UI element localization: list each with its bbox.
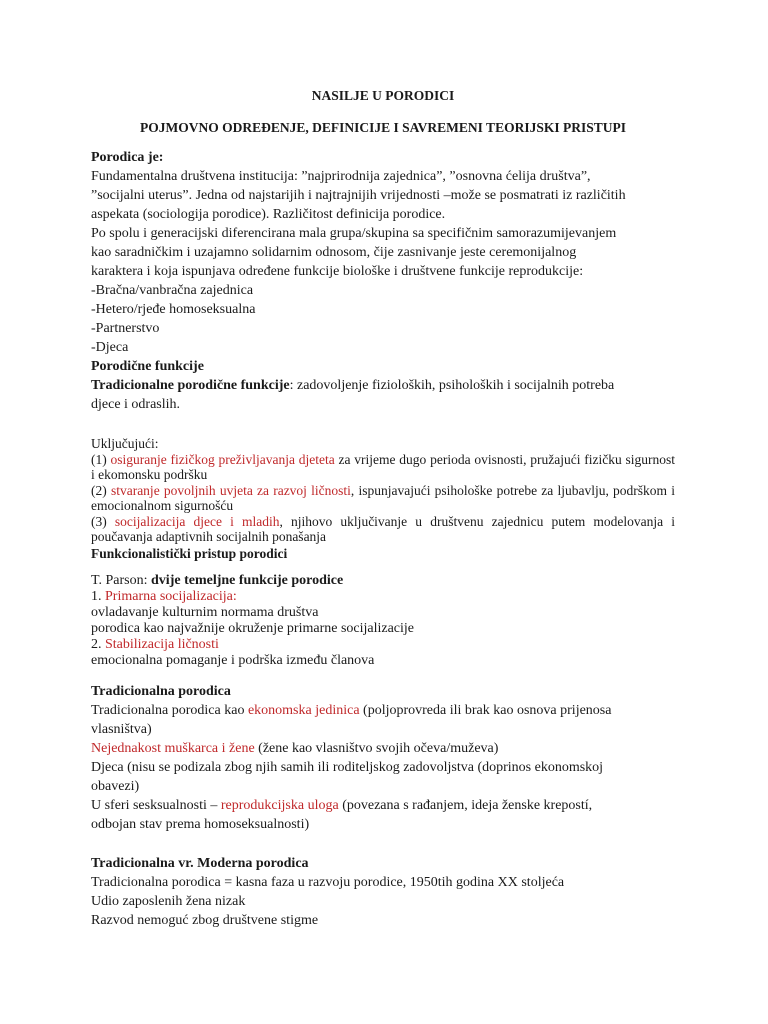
heading-funkcionalisticki: Funkcionalistički pristup porodici bbox=[91, 545, 288, 561]
paragraph-line: Udio zaposlenih žena nizak bbox=[91, 894, 246, 909]
text: U sferi sesksualnosti – bbox=[91, 798, 221, 813]
paragraph-line: aspekata (sociologija porodice). Različitost definicija porodice. bbox=[91, 207, 446, 222]
paragraph-line: kao saradničkim i uzajamno solidarnim odnosom, čije zasnivanje jeste ceremonijalnog bbox=[91, 245, 577, 260]
heading-tradicionalna-vs-moderna: Tradicionalna vr. Moderna porodica bbox=[91, 856, 309, 871]
paragraph-line: vlasništva) bbox=[91, 722, 152, 737]
list-item: -Bračna/vanbračna zajednica bbox=[91, 283, 254, 298]
highlight-text: Nejednakost muškarca i žene bbox=[91, 741, 255, 756]
paragraph-line: obavezi) bbox=[91, 779, 140, 794]
highlight-text: Primarna socijalizacija: bbox=[105, 589, 237, 604]
item-text: , njihovo uključivanje u društvenu zajednicu putem modelovanja i poučavanja adaptivnih socijalnih ponašanja bbox=[91, 513, 675, 544]
item-number: (3) bbox=[91, 513, 115, 529]
paragraph-line bbox=[91, 701, 675, 720]
function-item-1 bbox=[91, 452, 675, 483]
paragraph-line: karaktera i koja ispunjava određene funkcije biološke i društvene funkcije reprodukcije: bbox=[91, 264, 584, 279]
heading-porodica-je: Porodica je: bbox=[91, 150, 164, 165]
paragraph-line: Djeca (nisu se podizala zbog njih samih ili roditeljskog zadovoljstva (doprinos ekonomskoj bbox=[91, 760, 604, 775]
item-number: 2. bbox=[91, 637, 105, 652]
text: (poljoprovreda ili brak kao osnova prijenosa bbox=[359, 703, 612, 718]
lead-text: : zadovoljenje fizioloških, psiholoških i socijalnih potreba bbox=[289, 378, 615, 393]
paragraph-line: Tradicionalna porodica = kasna faza u razvoju porodice, 1950tih godina XX stoljeća bbox=[91, 875, 565, 890]
function-item-2 bbox=[91, 483, 675, 514]
function-stabilization bbox=[91, 637, 675, 653]
highlight-text: reprodukcijska uloga bbox=[220, 798, 339, 813]
paragraph-line: Po spolu i generacijski diferencirana mala grupa/skupina sa specifičnim samorazumijevanjem bbox=[91, 226, 617, 241]
text: (povezana s rađanjem, ideja ženske krepostí, bbox=[338, 798, 593, 813]
list-item: -Djeca bbox=[91, 340, 129, 355]
text: Tradicionalna porodica kao bbox=[91, 703, 248, 718]
paragraph-line: odbojan stav prema homoseksualnosti) bbox=[91, 817, 310, 832]
item-text: , ispunjavajući psihološke potrebe za ljubavlju, podrškom i emocionalnom sigurnošću bbox=[91, 482, 675, 513]
highlight-text: osiguranje fizičkog preživljavanja djeteta bbox=[110, 451, 335, 467]
text: (žene kao vlasništvo svojih očeva/muževa) bbox=[254, 741, 499, 756]
paragraph-line: djece i odraslih. bbox=[91, 397, 181, 412]
item-number: 1. bbox=[91, 589, 105, 604]
function-item-3 bbox=[91, 514, 675, 545]
item-text: za vrijeme dugo perioda ovisnosti, pružajući fizičku sigurnost i ekomonsku podršku bbox=[91, 451, 676, 482]
list-item: -Partnerstvo bbox=[91, 321, 160, 336]
highlight-text: Stabilizacija ličnosti bbox=[105, 637, 219, 652]
highlight-text: ekonomska jedinica bbox=[247, 703, 360, 718]
parson-bold: dvije temeljne funkcije porodice bbox=[151, 573, 344, 588]
item-number: (2) bbox=[91, 482, 111, 498]
item-number: (1) bbox=[91, 451, 111, 467]
paragraph-line: ovladavanje kulturnim normama društva bbox=[91, 605, 319, 620]
highlight-text: stvaranje povoljnih uvjeta za razvoj ličnosti bbox=[110, 482, 351, 498]
paragraph-line: ”socijalni uterus”. Jedna od najstarijih i najtrajnijih vrijednosti –može se posmatrati iz različitih bbox=[91, 188, 626, 203]
function-primary bbox=[91, 589, 675, 605]
paragraph-line bbox=[91, 376, 675, 395]
paragraph-line: Razvod nemoguć zbog društvene stigme bbox=[91, 913, 319, 928]
document-title: NASILJE U PORODICI bbox=[311, 88, 455, 103]
paragraph-line bbox=[91, 739, 675, 758]
parson-author: T. Parson: bbox=[91, 573, 152, 588]
heading-tradicionalna: Tradicionalna porodica bbox=[91, 684, 231, 699]
paragraph-line bbox=[91, 796, 675, 815]
parson-line bbox=[91, 573, 675, 589]
paragraph-line: Fundamentalna društvena institucija: ”najprirodnija zajednica”, ”osnovna ćelija društva”, bbox=[91, 169, 591, 184]
paragraph-line: porodica kao najvažnije okruženje primarne socijalizacije bbox=[91, 621, 415, 636]
paragraph-line: emocionalna pomaganje i podrška između članova bbox=[91, 653, 375, 668]
highlight-text: socijalizacija djece i mladih bbox=[114, 513, 280, 529]
document-subtitle: POJMOVNO ODREĐENJE, DEFINICIJE I SAVREMENI TEORIJSKI PRISTUPI bbox=[140, 120, 626, 135]
including-label: Uključujući: bbox=[91, 436, 159, 451]
bold-lead: Tradicionalne porodične funkcije bbox=[91, 378, 290, 393]
heading-porodicne-funkcije: Porodične funkcije bbox=[91, 359, 204, 374]
list-item: -Hetero/rjeđe homoseksualna bbox=[91, 302, 256, 317]
